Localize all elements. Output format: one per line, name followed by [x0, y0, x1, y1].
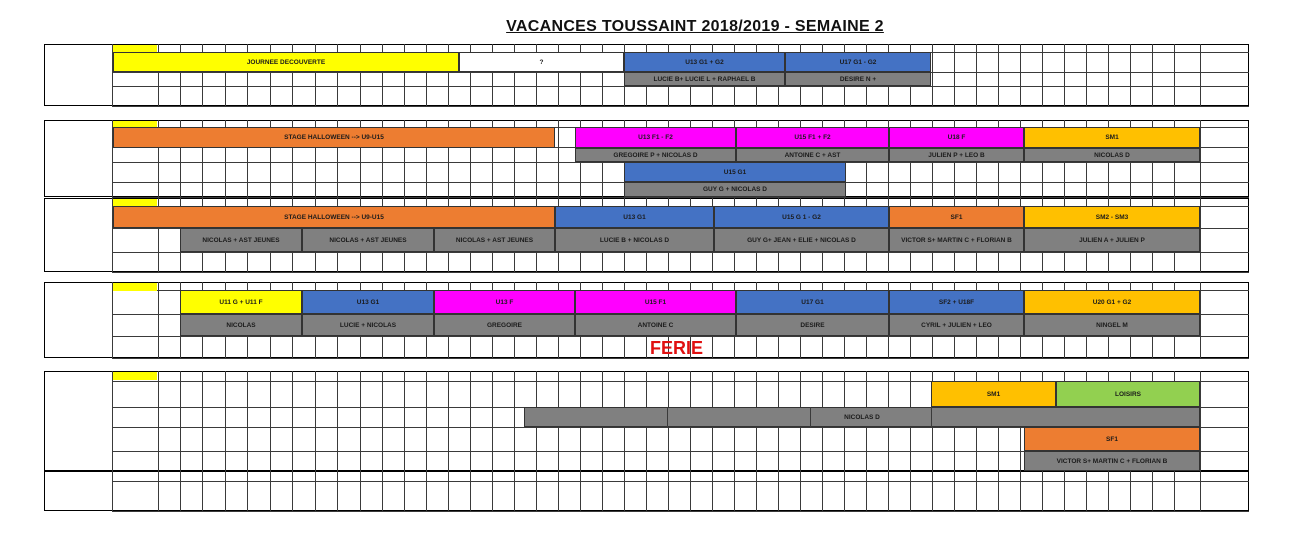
grid-divider [998, 471, 999, 511]
schedule-block: U20 G1 + G2 [1024, 290, 1200, 314]
schedule-block: VICTOR S+ MARTIN C + FLORIAN B [889, 228, 1024, 252]
schedule-block: U18 F [889, 127, 1024, 148]
schedule-block: SF1 [889, 206, 1024, 228]
grid-divider [1042, 44, 1043, 106]
row-divider [112, 86, 1249, 87]
grid-divider [954, 44, 955, 106]
grid-divider [1064, 44, 1065, 106]
schedule-block: CYRIL + JULIEN + LEO [889, 314, 1024, 336]
grid-divider [470, 371, 471, 471]
grid-divider [180, 371, 181, 471]
grid-divider [315, 371, 316, 471]
grid-divider [1174, 44, 1175, 106]
block-divider [667, 407, 668, 427]
schedule-block: STAGE HALLOWEEN --> U9-U15 [113, 206, 555, 228]
row-divider [112, 272, 1249, 273]
schedule-block: U15 G1 [624, 162, 846, 182]
grid-divider [734, 471, 735, 511]
schedule-block: ANTOINE C [575, 314, 736, 336]
column-divider [1200, 371, 1201, 471]
schedule-block: GUY G + NICOLAS D [624, 182, 846, 197]
row-divider [112, 511, 1249, 512]
grid-divider [470, 471, 471, 511]
schedule-block: U13 G1 [555, 206, 714, 228]
grid-divider [558, 471, 559, 511]
grid-divider [1130, 44, 1131, 106]
grid-divider [1086, 44, 1087, 106]
grid-divider [1108, 44, 1109, 106]
schedule-block: LUCIE B+ LUCIE L + RAPHAEL B [624, 72, 785, 86]
grid-divider [360, 371, 361, 471]
column-divider [112, 371, 113, 471]
grid-divider [360, 471, 361, 511]
grid-divider [1086, 471, 1087, 511]
schedule-block: JOURNEE DECOUVERTE [113, 52, 459, 72]
grid-divider [337, 371, 338, 471]
grid-divider [292, 471, 293, 511]
schedule-block: U15 G 1 - G2 [714, 206, 889, 228]
schedule-block: ANTOINE C + AST [736, 148, 889, 162]
column-divider [1200, 198, 1201, 272]
grid-divider [844, 471, 845, 511]
schedule-block: U13 F1 - F2 [575, 127, 736, 148]
schedule-block: ? [459, 52, 624, 72]
grid-divider [954, 471, 955, 511]
grid-divider [404, 471, 405, 511]
grid-divider [514, 371, 515, 471]
grid-divider [756, 471, 757, 511]
grid-divider [1130, 471, 1131, 511]
grid-divider [976, 44, 977, 106]
start-time [113, 372, 157, 380]
schedule-block: U13 F [434, 290, 575, 314]
grid-divider [932, 44, 933, 106]
start-time [113, 283, 157, 291]
grid-divider [998, 44, 999, 106]
column-divider [1200, 44, 1201, 106]
grid-divider [514, 471, 515, 511]
grid-divider [1020, 471, 1021, 511]
grid-divider [1152, 471, 1153, 511]
grid-divider [866, 471, 867, 511]
schedule-block: U13 G1 [302, 290, 434, 314]
schedule-block: JULIEN A + JULIEN P [1024, 228, 1200, 252]
schedule-block: U17 G1 [736, 290, 889, 314]
grid-divider [1174, 471, 1175, 511]
schedule-block: GREGOIRE P + NICOLAS D [575, 148, 736, 162]
grid-divider [492, 471, 493, 511]
grid-divider [225, 471, 226, 511]
schedule-block: STAGE HALLOWEEN --> U9-U15 [113, 127, 555, 148]
grid-divider [247, 371, 248, 471]
grid-divider [426, 371, 427, 471]
grid-divider [976, 471, 977, 511]
schedule-block: U17 G1 - G2 [785, 52, 931, 72]
schedule-block: LUCIE + NICOLAS [302, 314, 434, 336]
row-divider [112, 481, 1249, 482]
grid-divider [337, 471, 338, 511]
grid-divider [315, 471, 316, 511]
schedule-block: SF2 + U18F [889, 290, 1024, 314]
schedule-block: SM1 [931, 381, 1056, 407]
grid-divider [180, 471, 181, 511]
column-divider [112, 282, 113, 358]
grid-divider [382, 471, 383, 511]
grid-divider [668, 471, 669, 511]
grid-divider [646, 471, 647, 511]
schedule-block: NICOLAS + AST JEUNES [434, 228, 555, 252]
schedule-block: JULIEN P + LEO B [889, 148, 1024, 162]
schedule-block: LOISIRS [1056, 381, 1200, 407]
column-divider [1200, 282, 1201, 358]
column-divider [1200, 120, 1201, 197]
schedule-block: SM1 [1024, 127, 1200, 148]
grid-divider [247, 471, 248, 511]
grid-divider [580, 471, 581, 511]
schedule-block: VICTOR S+ MARTIN C + FLORIAN B [1024, 451, 1200, 471]
grid-divider [536, 471, 537, 511]
grid-divider [1152, 44, 1153, 106]
grid-divider [910, 471, 911, 511]
grid-divider [822, 471, 823, 511]
column-divider [112, 471, 113, 511]
schedule-block: DESIRE N + [785, 72, 931, 86]
schedule-block: U11 G + U11 F [180, 290, 302, 314]
schedule-block: NICOLAS + AST JEUNES [302, 228, 434, 252]
schedule-block: U13 G1 + G2 [624, 52, 785, 72]
grid-divider [624, 471, 625, 511]
grid-divider [932, 471, 933, 511]
grid-divider [158, 282, 159, 358]
schedule-block: GREGOIRE [434, 314, 575, 336]
grid-divider [1020, 44, 1021, 106]
grid-divider [158, 471, 159, 511]
grid-divider [202, 371, 203, 471]
schedule-block: LUCIE B + NICOLAS D [555, 228, 714, 252]
schedule-block: NICOLAS D [524, 407, 1200, 427]
schedule-block: NICOLAS + AST JEUNES [180, 228, 302, 252]
grid-divider [426, 471, 427, 511]
grid-divider [558, 120, 559, 197]
grid-divider [1108, 471, 1109, 511]
grid-divider [225, 371, 226, 471]
schedule-block: SF1 [1024, 427, 1200, 451]
ferie-label: FERIE [650, 338, 704, 358]
grid-divider [404, 371, 405, 471]
row-divider [112, 336, 1249, 337]
row-divider [112, 106, 1249, 107]
schedule-block: NINGEL M [1024, 314, 1200, 336]
grid-divider [158, 371, 159, 471]
grid-divider [270, 471, 271, 511]
grid-divider [492, 371, 493, 471]
grid-divider [1042, 471, 1043, 511]
schedule-block: NICOLAS [180, 314, 302, 336]
grid-divider [448, 371, 449, 471]
schedule-block: SM2 - SM3 [1024, 206, 1200, 228]
block-divider [810, 407, 811, 427]
grid-divider [1064, 471, 1065, 511]
schedule-block: U15 F1 + F2 [736, 127, 889, 148]
grid-divider [382, 371, 383, 471]
schedule-block: GUY G+ JEAN + ELIE + NICOLAS D [714, 228, 889, 252]
schedule-block: NICOLAS D [1024, 148, 1200, 162]
schedule-block: U15 F1 [575, 290, 736, 314]
grid-divider [602, 471, 603, 511]
grid-divider [202, 471, 203, 511]
grid-divider [270, 371, 271, 471]
page-title: VACANCES TOUSSAINT 2018/2019 - SEMAINE 2 [506, 18, 884, 35]
row-divider [112, 252, 1249, 253]
grid-divider [888, 471, 889, 511]
grid-divider [690, 471, 691, 511]
grid-divider [800, 471, 801, 511]
schedule-block: DESIRE [736, 314, 889, 336]
grid-divider [292, 371, 293, 471]
column-divider [1200, 471, 1201, 511]
grid-divider [778, 471, 779, 511]
grid-divider [712, 471, 713, 511]
block-divider [931, 407, 932, 427]
grid-divider [448, 471, 449, 511]
